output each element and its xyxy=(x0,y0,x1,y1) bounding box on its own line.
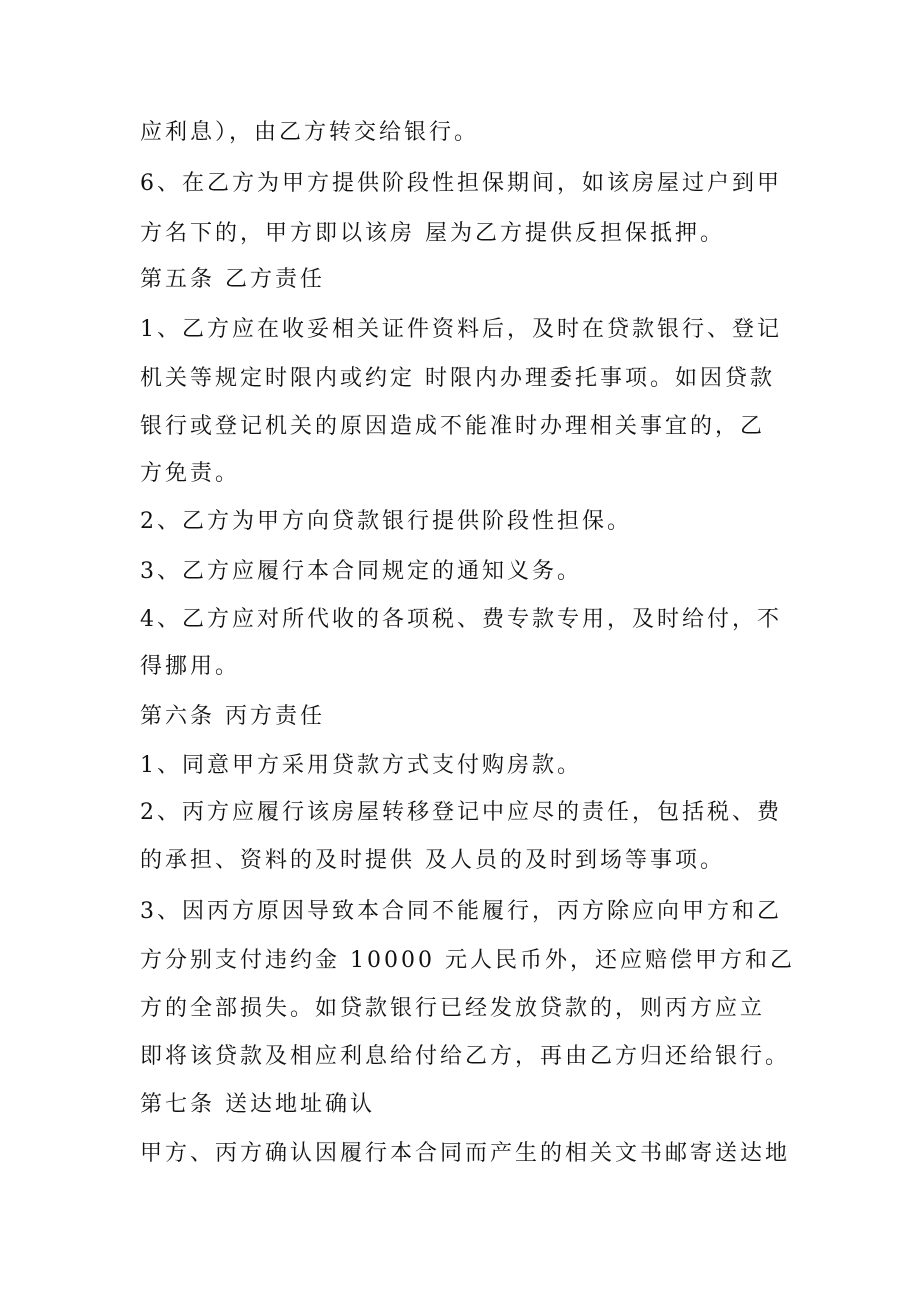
text-line: 的承担、资料的及时提供 及人员的及时到场等事项。 xyxy=(140,848,725,873)
section-heading: 第五条 乙方责任 xyxy=(140,267,325,292)
text-line: 应利息），由乙方转交给银行。 xyxy=(140,120,480,145)
section-heading: 第六条 丙方责任 xyxy=(140,704,325,729)
text-line: 方的全部损失。如贷款银行已经发放贷款的，则丙方应立 xyxy=(140,996,766,1021)
text-line: 1、乙方应在收妥相关证件资料后，及时在贷款银行、登记 xyxy=(140,317,782,342)
text-line: 3、乙方应履行本合同规定的通知义务。 xyxy=(140,559,582,584)
text-line: 1、同意甲方采用贷款方式支付购房款。 xyxy=(140,753,582,778)
section-heading: 第七条 送达地址确认 xyxy=(140,1092,375,1117)
text-line: 2、乙方为甲方向贷款银行提供阶段性担保。 xyxy=(140,509,632,534)
text-line: 4、乙方应对所代收的各项税、费专款专用，及时给付，不 xyxy=(140,607,782,632)
text-line: 3、因丙方原因导致本合同不能履行，丙方除应向甲方和乙 xyxy=(140,899,782,924)
text-line: 甲方、丙方确认因履行本合同而产生的相关文书邮寄送达地 xyxy=(140,1141,791,1166)
text-line: 方名下的，甲方即以该房 屋为乙方提供反担保抵押。 xyxy=(140,221,725,246)
text-line: 银行或登记机关的原因造成不能准时办理相关事宜的，乙 xyxy=(140,414,766,439)
text-line: 机关等规定时限内或约定 时限内办理委托事项。如因贷款 xyxy=(140,366,775,391)
text-line: 方分别支付违约金 10000 元人民币外，还应赔偿甲方和乙 xyxy=(140,948,795,973)
text-line: 得挪用。 xyxy=(140,654,241,679)
text-line: 方免责。 xyxy=(140,461,241,486)
text-line: 即将该贷款及相应利息给付给乙方，再由乙方归还给银行。 xyxy=(140,1044,791,1069)
text-line: 6、在乙方为甲方提供阶段性担保期间，如该房屋过户到甲 xyxy=(140,171,782,196)
text-line: 2、丙方应履行该房屋转移登记中应尽的责任，包括税、费 xyxy=(140,800,782,825)
